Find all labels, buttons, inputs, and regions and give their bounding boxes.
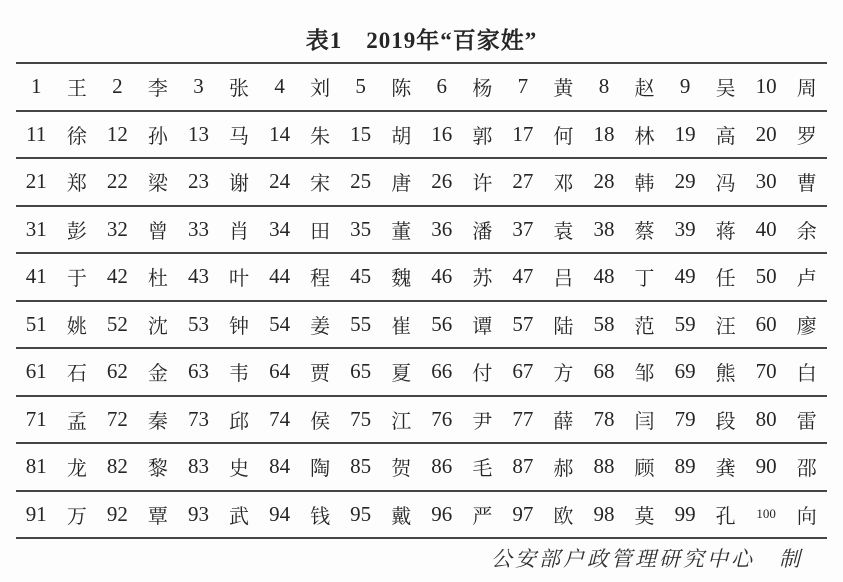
rank-number: 91	[25, 501, 47, 526]
surname: 江	[391, 410, 412, 433]
rank-number: 11	[26, 121, 47, 146]
rank-number: 46	[431, 264, 453, 289]
surname: 陈	[391, 78, 412, 101]
rank-number: 49	[674, 264, 696, 289]
rank-number: 68	[593, 359, 615, 384]
surname: 潘	[472, 220, 493, 243]
rank-number: 87	[512, 454, 534, 479]
surname: 苏	[472, 268, 493, 291]
surname: 徐	[66, 125, 87, 148]
surname: 向	[796, 505, 817, 528]
rank-number: 3	[193, 74, 204, 99]
rank-number: 1	[31, 74, 42, 99]
rank-number: 35	[350, 216, 372, 241]
rank-number: 12	[106, 121, 128, 146]
rank-number: 57	[512, 311, 534, 336]
surname: 卢	[796, 268, 817, 291]
rank-number: 60	[755, 311, 777, 336]
table-row	[16, 302, 827, 350]
rank-number: 96	[431, 501, 453, 526]
surname: 蒋	[715, 220, 736, 243]
surname: 雷	[796, 410, 817, 433]
surname: 蔡	[634, 220, 655, 243]
rank-number: 89	[674, 454, 696, 479]
rank-number: 37	[512, 216, 534, 241]
surname: 郝	[553, 458, 574, 481]
surname: 王	[66, 78, 87, 101]
surname: 沈	[147, 315, 168, 338]
rank-number: 85	[350, 454, 372, 479]
rank-number: 62	[106, 359, 128, 384]
surname: 夏	[391, 363, 412, 386]
rank-number: 77	[512, 406, 534, 431]
rank-number: 88	[593, 454, 615, 479]
surname: 郭	[472, 125, 493, 148]
table-row	[16, 207, 827, 255]
rank-number: 86	[431, 454, 453, 479]
surname: 袁	[553, 220, 574, 243]
surname: 唐	[391, 173, 412, 196]
surname: 胡	[391, 125, 412, 148]
surname: 莫	[634, 505, 655, 528]
surname: 罗	[796, 125, 817, 148]
surname: 程	[310, 268, 331, 291]
rank-number: 4	[274, 74, 285, 99]
rank-number: 79	[674, 406, 696, 431]
rank-number: 74	[269, 406, 291, 431]
rank-number: 13	[187, 121, 209, 146]
surname: 田	[310, 220, 331, 243]
rank-number: 43	[187, 264, 209, 289]
surname: 汪	[715, 315, 736, 338]
rank-number: 76	[431, 406, 453, 431]
rank-number: 90	[755, 454, 777, 479]
surname-table	[16, 62, 827, 539]
surname: 戴	[391, 505, 412, 528]
rank-number: 78	[593, 406, 615, 431]
surname: 武	[229, 505, 250, 528]
surname: 杨	[472, 78, 493, 101]
table-row	[16, 397, 827, 445]
rank-number: 69	[674, 359, 696, 384]
rank-number: 92	[106, 501, 128, 526]
surname: 毛	[472, 458, 493, 481]
surname: 孔	[715, 505, 736, 528]
rank-number: 99	[674, 501, 696, 526]
rank-number: 73	[187, 406, 209, 431]
surname: 黎	[147, 458, 168, 481]
surname: 付	[472, 363, 493, 386]
table-row	[16, 444, 827, 492]
surname: 丁	[634, 268, 655, 291]
rank-number: 59	[674, 311, 696, 336]
surname: 龚	[715, 458, 736, 481]
surname: 李	[147, 78, 168, 101]
rank-number: 67	[512, 359, 534, 384]
rank-number: 47	[512, 264, 534, 289]
footer-credit: 公安部户政管理研究中心 制	[491, 547, 803, 571]
surname: 邱	[229, 410, 250, 433]
rank-number: 34	[269, 216, 291, 241]
surname: 肖	[229, 220, 250, 243]
surname: 方	[553, 363, 574, 386]
table-row	[16, 492, 827, 540]
rank-number: 30	[755, 169, 777, 194]
rank-number: 40	[755, 216, 777, 241]
rank-number: 80	[755, 406, 777, 431]
surname: 尹	[472, 410, 493, 433]
rank-number: 95	[350, 501, 372, 526]
surname: 韩	[634, 173, 655, 196]
rank-number: 26	[431, 169, 453, 194]
surname: 董	[391, 220, 412, 243]
surname: 张	[229, 78, 250, 101]
surname: 范	[634, 315, 655, 338]
rank-number: 56	[431, 311, 453, 336]
surname: 周	[796, 78, 817, 101]
rank-number: 27	[512, 169, 534, 194]
surname: 吴	[715, 78, 736, 101]
rank-number: 82	[106, 454, 128, 479]
surname: 吕	[553, 268, 574, 291]
surname: 白	[796, 363, 817, 386]
surname: 宋	[310, 173, 331, 196]
surname: 金	[147, 363, 168, 386]
table-row	[16, 254, 827, 302]
rank-number: 65	[350, 359, 372, 384]
rank-number: 75	[350, 406, 372, 431]
rank-number: 52	[106, 311, 128, 336]
rank-number: 51	[25, 311, 47, 336]
surname: 杜	[147, 268, 168, 291]
rank-number: 71	[25, 406, 47, 431]
rank-number: 22	[106, 169, 128, 194]
rank-number: 50	[755, 264, 777, 289]
surname: 廖	[796, 315, 817, 338]
surname: 叶	[229, 268, 250, 291]
surname: 韦	[229, 363, 250, 386]
surname: 邹	[634, 363, 655, 386]
table-title: 表1 2019年“百家姓”	[305, 28, 538, 53]
rank-number: 72	[106, 406, 128, 431]
surname: 欧	[553, 505, 574, 528]
surname: 邵	[796, 458, 817, 481]
surname: 曾	[147, 220, 168, 243]
surname: 熊	[715, 363, 736, 386]
rank-number: 2	[112, 74, 123, 99]
surname: 闫	[634, 410, 655, 433]
surname: 余	[796, 220, 817, 243]
rank-number: 58	[593, 311, 615, 336]
rank-number: 7	[517, 74, 529, 99]
surname: 姜	[310, 315, 331, 338]
surname: 邓	[553, 173, 574, 196]
rank-number: 53	[187, 311, 209, 336]
surname: 冯	[715, 173, 736, 196]
surname: 史	[229, 458, 250, 481]
rank-number: 98	[593, 501, 615, 526]
surname: 侯	[310, 410, 331, 433]
rank-number: 21	[25, 169, 47, 194]
surname: 崔	[391, 315, 412, 338]
rank-number: 55	[350, 311, 372, 336]
rank-number: 44	[269, 264, 291, 289]
rank-number: 19	[674, 121, 696, 146]
rank-number: 17	[512, 121, 534, 146]
surname: 孙	[147, 125, 168, 148]
surname: 赵	[634, 78, 655, 101]
surname: 万	[66, 505, 87, 528]
surname: 魏	[391, 268, 412, 291]
surname: 马	[229, 125, 250, 148]
rank-number: 83	[187, 454, 209, 479]
rank-number: 39	[674, 216, 696, 241]
surname: 覃	[147, 505, 168, 528]
rank-number: 63	[187, 359, 209, 384]
surname: 林	[634, 125, 655, 148]
surname: 彭	[66, 220, 87, 243]
rank-number: 23	[187, 169, 209, 194]
table-row	[16, 159, 827, 207]
surname: 梁	[147, 173, 168, 196]
rank-number: 38	[593, 216, 615, 241]
surname: 陆	[553, 315, 574, 338]
surname: 许	[472, 173, 493, 196]
rank-number: 8	[598, 74, 610, 99]
rank-number: 41	[25, 264, 47, 289]
rank-number: 6	[436, 74, 448, 99]
rank-number: 31	[25, 216, 47, 241]
rank-number: 10	[755, 74, 777, 99]
surname: 任	[715, 268, 736, 291]
surname: 谢	[229, 173, 250, 196]
surname: 钟	[229, 315, 250, 338]
rank-number: 15	[350, 121, 372, 146]
rank-number: 5	[355, 74, 366, 99]
rank-number: 61	[25, 359, 47, 384]
surname: 高	[715, 125, 736, 148]
table-row	[16, 349, 827, 397]
rank-number: 94	[269, 501, 291, 526]
rank-number: 20	[755, 121, 777, 146]
surname: 谭	[472, 315, 493, 338]
surname: 严	[472, 505, 493, 528]
rank-number: 54	[269, 311, 291, 336]
rank-number: 64	[269, 359, 291, 384]
surname: 孟	[66, 410, 87, 433]
surname: 秦	[147, 410, 168, 433]
surname: 何	[553, 125, 574, 148]
surname: 朱	[310, 125, 331, 148]
rank-number: 48	[593, 264, 615, 289]
rank-number: 32	[106, 216, 128, 241]
table-row	[16, 64, 827, 112]
surname: 陶	[310, 458, 331, 481]
rank-number: 81	[25, 454, 47, 479]
rank-number: 16	[431, 121, 453, 146]
surname: 石	[66, 363, 87, 386]
rank-number: 24	[269, 169, 291, 194]
surname: 郑	[66, 173, 87, 196]
surname: 段	[715, 410, 736, 433]
rank-number: 29	[674, 169, 696, 194]
table-row	[16, 112, 827, 160]
rank-number: 84	[269, 454, 291, 479]
rank-number: 33	[187, 216, 209, 241]
rank-number: 9	[679, 74, 691, 99]
surname: 钱	[310, 505, 331, 528]
surname: 贺	[391, 458, 412, 481]
rank-number: 93	[187, 501, 209, 526]
surname: 曹	[796, 173, 817, 196]
surname: 刘	[310, 78, 331, 101]
rank-number: 25	[350, 169, 372, 194]
rank-number: 70	[755, 359, 777, 384]
rank-number: 45	[350, 264, 372, 289]
surname: 黄	[553, 78, 574, 101]
rank-number: 14	[269, 121, 291, 146]
surname: 于	[66, 268, 87, 291]
rank-number: 100	[756, 506, 776, 522]
rank-number: 18	[593, 121, 615, 146]
rank-number: 36	[431, 216, 453, 241]
surname: 顾	[634, 458, 655, 481]
rank-number: 28	[593, 169, 615, 194]
rank-number: 66	[431, 359, 453, 384]
surname: 姚	[66, 315, 87, 338]
rank-number: 42	[106, 264, 128, 289]
surname: 贾	[310, 363, 331, 386]
rank-number: 97	[512, 501, 534, 526]
surname: 龙	[66, 458, 87, 481]
surname: 薛	[553, 410, 574, 433]
